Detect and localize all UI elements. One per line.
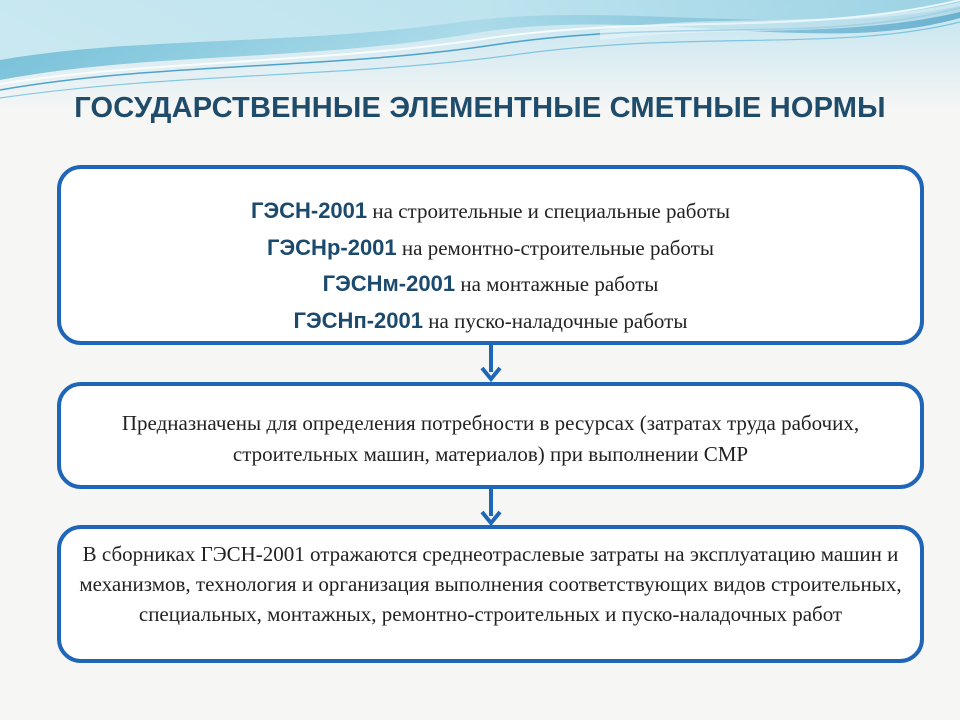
norm-code: ГЭСНм-2001	[322, 271, 456, 296]
norm-description: на монтажные работы	[460, 272, 659, 296]
slide-title: ГОСУДАРСТВЕННЫЕ ЭЛЕМЕНТНЫЕ СМЕТНЫЕ НОРМЫ	[74, 92, 886, 124]
norm-description: на ремонтно-строительные работы	[401, 235, 714, 260]
norm-item	[61, 193, 920, 230]
norm-item	[61, 266, 920, 303]
norm-description: на пуско-наладочные работы	[428, 308, 688, 333]
norm-code: ГЭСН-2001	[250, 198, 368, 223]
norm-item	[61, 303, 920, 340]
norm-description: на строительные и специальные работы	[372, 199, 731, 223]
purpose-box	[57, 382, 924, 489]
purpose-text: Предназначены для определения потребности в ресурсах (затратах труда рабочих, строительных машин, материалов) при выполнении СМР	[121, 411, 860, 466]
norm-item	[61, 230, 920, 267]
norm-code: ГЭСНр-2001	[267, 234, 397, 260]
norm-code: ГЭСНп-2001	[293, 307, 424, 333]
arrow-down-icon	[479, 488, 503, 528]
norms-box	[57, 165, 924, 345]
contents-box	[57, 525, 924, 663]
contents-text: В сборниках ГЭСН-2001 отражаются среднеотраслевые затраты на эксплуатацию машин и механизмов, технология и организация выполнения соответствующих видов строительных, специальных, монтажных, ремонтно-строительных и пуско-наладочных работ	[79, 542, 902, 626]
arrow-down-icon	[479, 344, 503, 384]
